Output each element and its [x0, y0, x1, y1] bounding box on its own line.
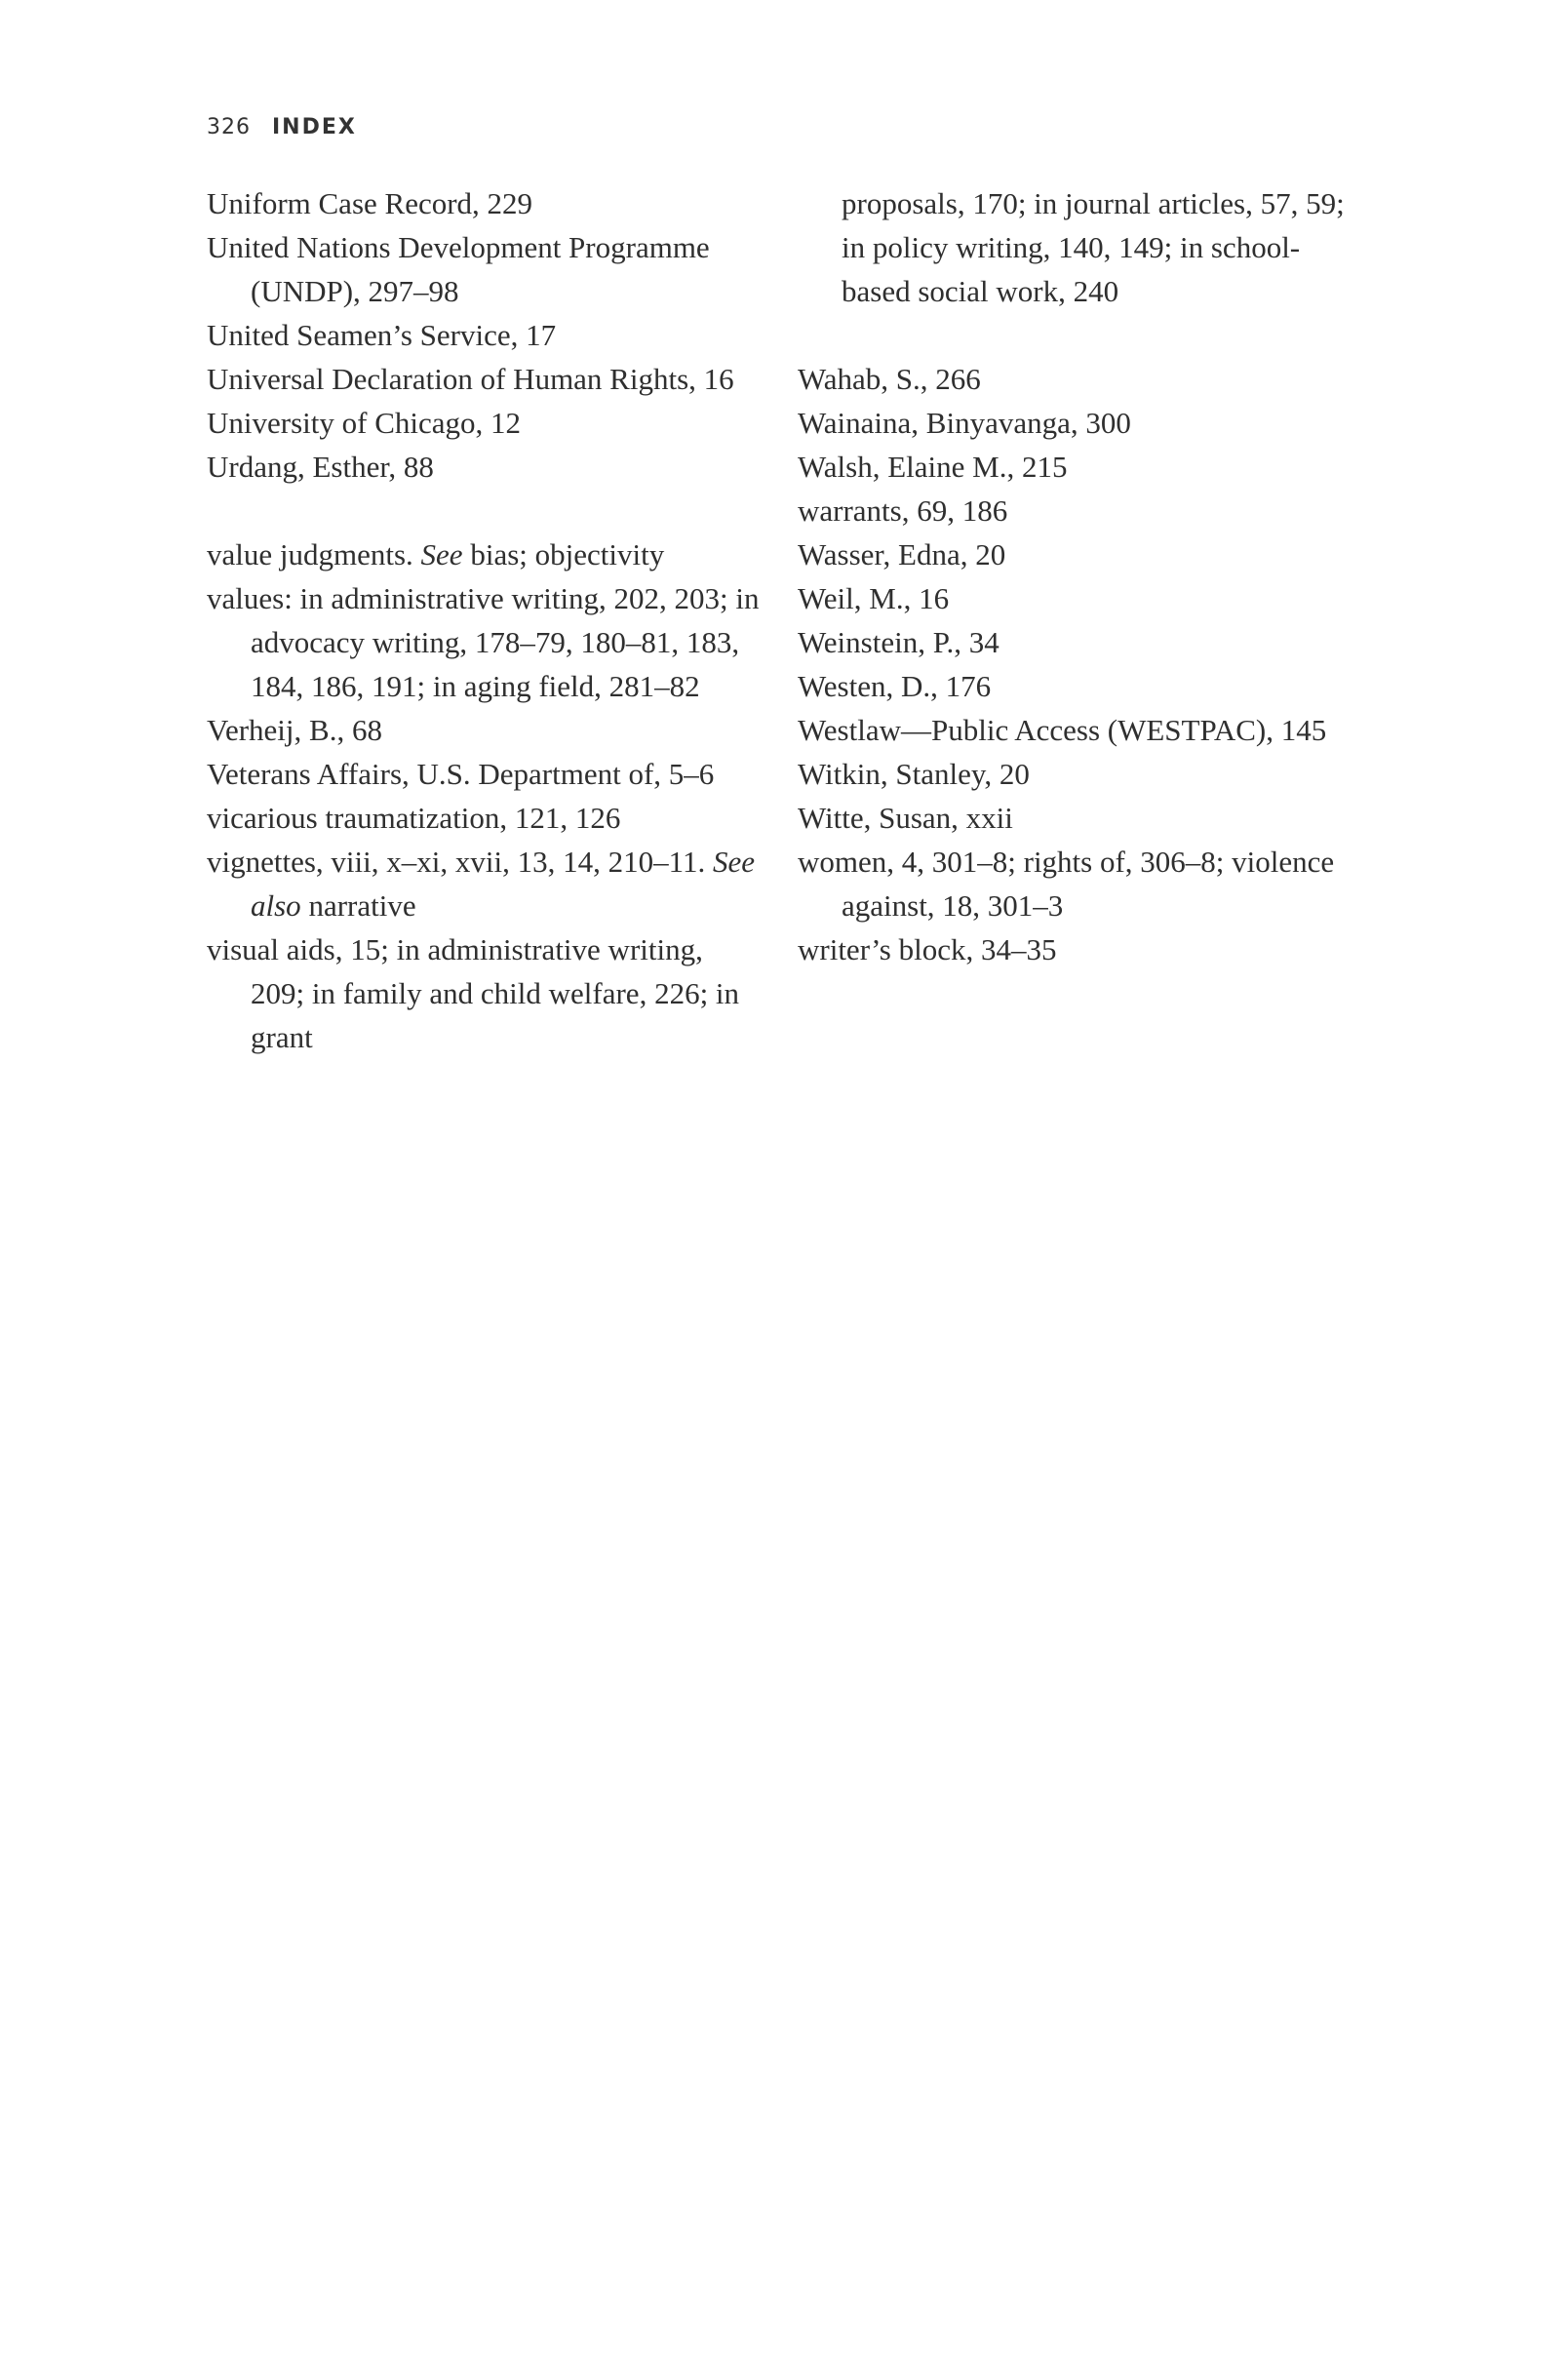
section-title: INDEX	[272, 115, 357, 139]
letter-group-gap	[207, 489, 763, 532]
index-entry-values: values: in administrative writing, 202, 203; in advocacy writing, 178–79, 180–81, 183, 184, 186, 191; in aging field, 281–82	[207, 581, 760, 703]
index-column-right	[798, 181, 1363, 971]
index-entry-witkin: Witkin, Stanley, 20	[798, 757, 1030, 791]
index-entry-urdang: Urdang, Esther, 88	[207, 450, 434, 484]
index-entry-universal-declaration: Universal Declaration of Human Rights, 16	[207, 362, 734, 396]
index-entry-value-judgments	[207, 532, 763, 576]
index-entry-uniform-case-record: Uniform Case Record, 229	[207, 186, 533, 220]
index-entry-wahab: Wahab, S., 266	[798, 362, 981, 396]
index-entry-warrants: warrants, 69, 186	[798, 493, 1008, 528]
index-entry-witte: Witte, Susan, xxii	[798, 801, 1013, 835]
index-entry-vicarious-traumatization: vicarious traumatization, 121, 126	[207, 801, 621, 835]
index-column-left	[207, 181, 763, 1059]
index-entry-westlaw: Westlaw—Public Access (WESTPAC), 145	[798, 713, 1327, 747]
index-entry-vignettes	[207, 840, 763, 927]
index-entry-walsh: Walsh, Elaine M., 215	[798, 450, 1068, 484]
entry-text: value judgments.	[207, 537, 421, 571]
index-entry-weinstein: Weinstein, P., 34	[798, 625, 1000, 659]
index-entry-writers-block: writer’s block, 34–35	[798, 932, 1057, 966]
index-entry-westen: Westen, D., 176	[798, 669, 992, 703]
index-entry-veterans-affairs: Veterans Affairs, U.S. Department of, 5–6	[207, 757, 715, 791]
running-header	[207, 115, 357, 139]
index-entry-verheij: Verheij, B., 68	[207, 713, 382, 747]
index-entry-wainaina: Wainaina, Binyavanga, 300	[798, 406, 1131, 440]
index-entry-visual-aids-continued: proposals, 170; in journal articles, 57, 59; in policy writing, 140, 149; in school-based social work, 240	[842, 186, 1345, 308]
index-entry-women: women, 4, 301–8; rights of, 306–8; violence against, 18, 301–3	[798, 845, 1335, 923]
entry-text: narrative	[300, 888, 416, 923]
index-entry-undp: United Nations Development Programme (UNDP), 297–98	[207, 230, 710, 308]
index-entry-united-seamens-service: United Seamen’s Service, 17	[207, 318, 557, 352]
see-also-reference: See also	[251, 845, 755, 923]
index-entry-university-of-chicago: University of Chicago, 12	[207, 406, 522, 440]
entry-text: bias; objectivity	[462, 537, 665, 571]
entry-text: vignettes, viii, x–xi, xvii, 13, 14, 210–11.	[207, 845, 713, 879]
page-number: 326	[207, 115, 251, 139]
see-reference: See	[420, 537, 463, 571]
index-entry-wasser: Wasser, Edna, 20	[798, 537, 1006, 571]
letter-group-gap	[798, 313, 1363, 357]
index-entry-visual-aids: visual aids, 15; in administrative writing, 209; in family and child welfare, 226; in grant	[207, 932, 740, 1054]
index-entry-weil: Weil, M., 16	[798, 581, 950, 615]
